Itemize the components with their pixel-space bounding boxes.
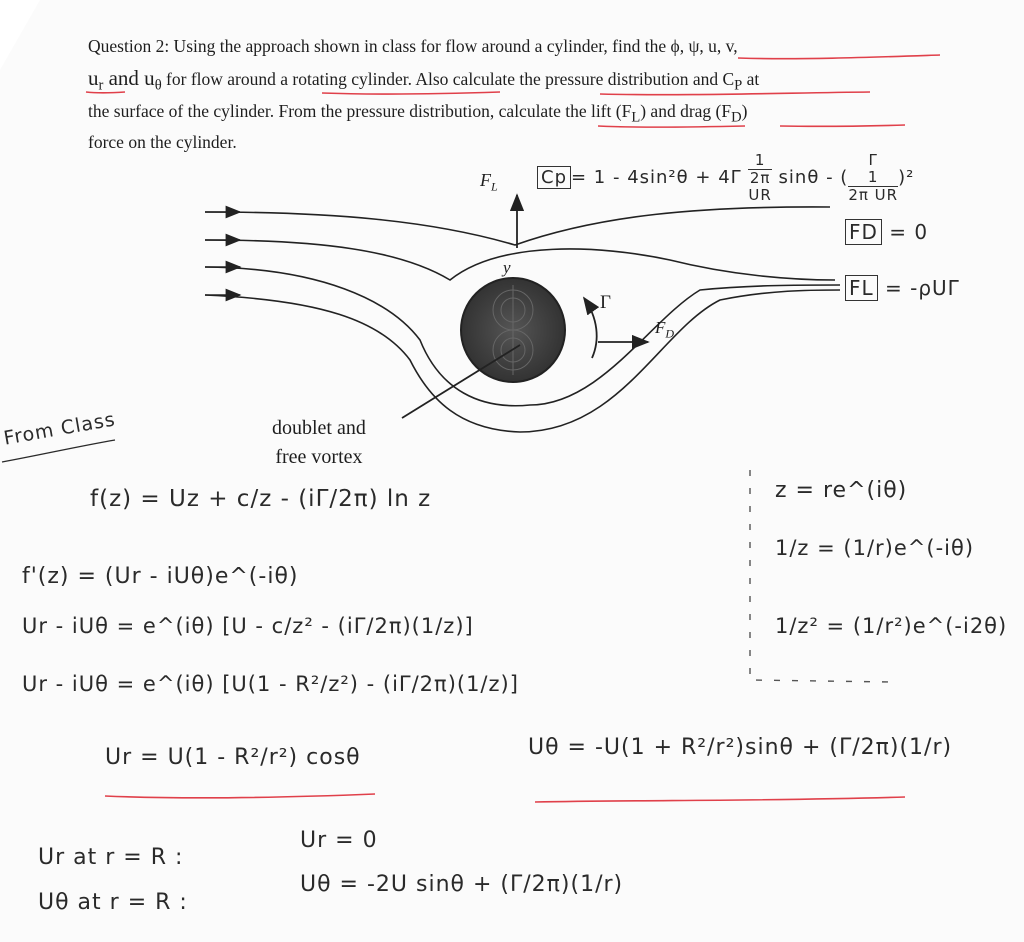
surface-ur-label: Ur at r = R :: [38, 845, 184, 870]
velocity-step-2: Ur - iUθ = e^(iθ) [U(1 - R²/z²) - (iΓ/2π)(1/z)]: [22, 672, 519, 696]
circulation-label: Γ: [600, 292, 611, 313]
question-line-1: Question 2: Using the approach shown in class for flow around a cylinder, find the ϕ, ψ, u, v,: [88, 36, 738, 56]
question-line-4: force on the cylinder.: [88, 132, 237, 152]
z-polar-form: z = re^(iθ): [775, 478, 908, 503]
inflow-arrows: [205, 212, 240, 295]
complex-velocity-equation: f'(z) = (Ur - iUθ)e^(-iθ): [22, 564, 299, 589]
y-axis-label: y: [503, 258, 511, 277]
question-line-3: the surface of the cylinder. From the pressure distribution, calculate the lift $(F_L)$ and drag $(F_D)$: [88, 101, 748, 126]
ur-result: Ur = U(1 - R²/r²) cosθ: [105, 745, 361, 770]
lift-label: $F_L$: [480, 170, 498, 194]
question-line-2: $u_r$ and $u_\theta$ for flow around a rotating cylinder. Also calculate the pressure distribution and $C_P$ at: [88, 66, 760, 94]
drag-label: $F_D$: [655, 318, 675, 341]
cp-answer: Cp = 1 - 4sin²θ + 4Γ 1 2π UR sinθ - ( Γ 1 2π UR )²: [537, 152, 914, 204]
surface-ur-value: Ur = 0: [300, 828, 378, 853]
complex-potential-equation: f(z) = Uz + c/z - (iΓ/2π) ln z: [90, 486, 432, 512]
doublet-callout: doublet and free vortex: [272, 417, 366, 468]
velocity-step-1: Ur - iUθ = e^(iθ) [U - c/z² - (iΓ/2π)(1/z)]: [22, 614, 474, 638]
inverse-z: 1/z = (1/r)e^(-iθ): [775, 536, 975, 560]
surface-utheta-value: Uθ = -2U sinθ + (Γ/2π)(1/r): [300, 872, 624, 897]
lift-answer: FL = -ρUΓ: [845, 276, 960, 300]
surface-utheta-label: Uθ at r = R :: [38, 890, 188, 915]
drag-answer: FD = 0: [845, 220, 928, 244]
from-class-label: From Class: [2, 408, 118, 450]
rotation-arrow: [584, 298, 597, 358]
utheta-result: Uθ = -U(1 + R²/r²)sinθ + (Γ/2π)(1/r): [528, 735, 953, 760]
inverse-z-squared: 1/z² = (1/r²)e^(-i2θ): [775, 614, 1008, 638]
